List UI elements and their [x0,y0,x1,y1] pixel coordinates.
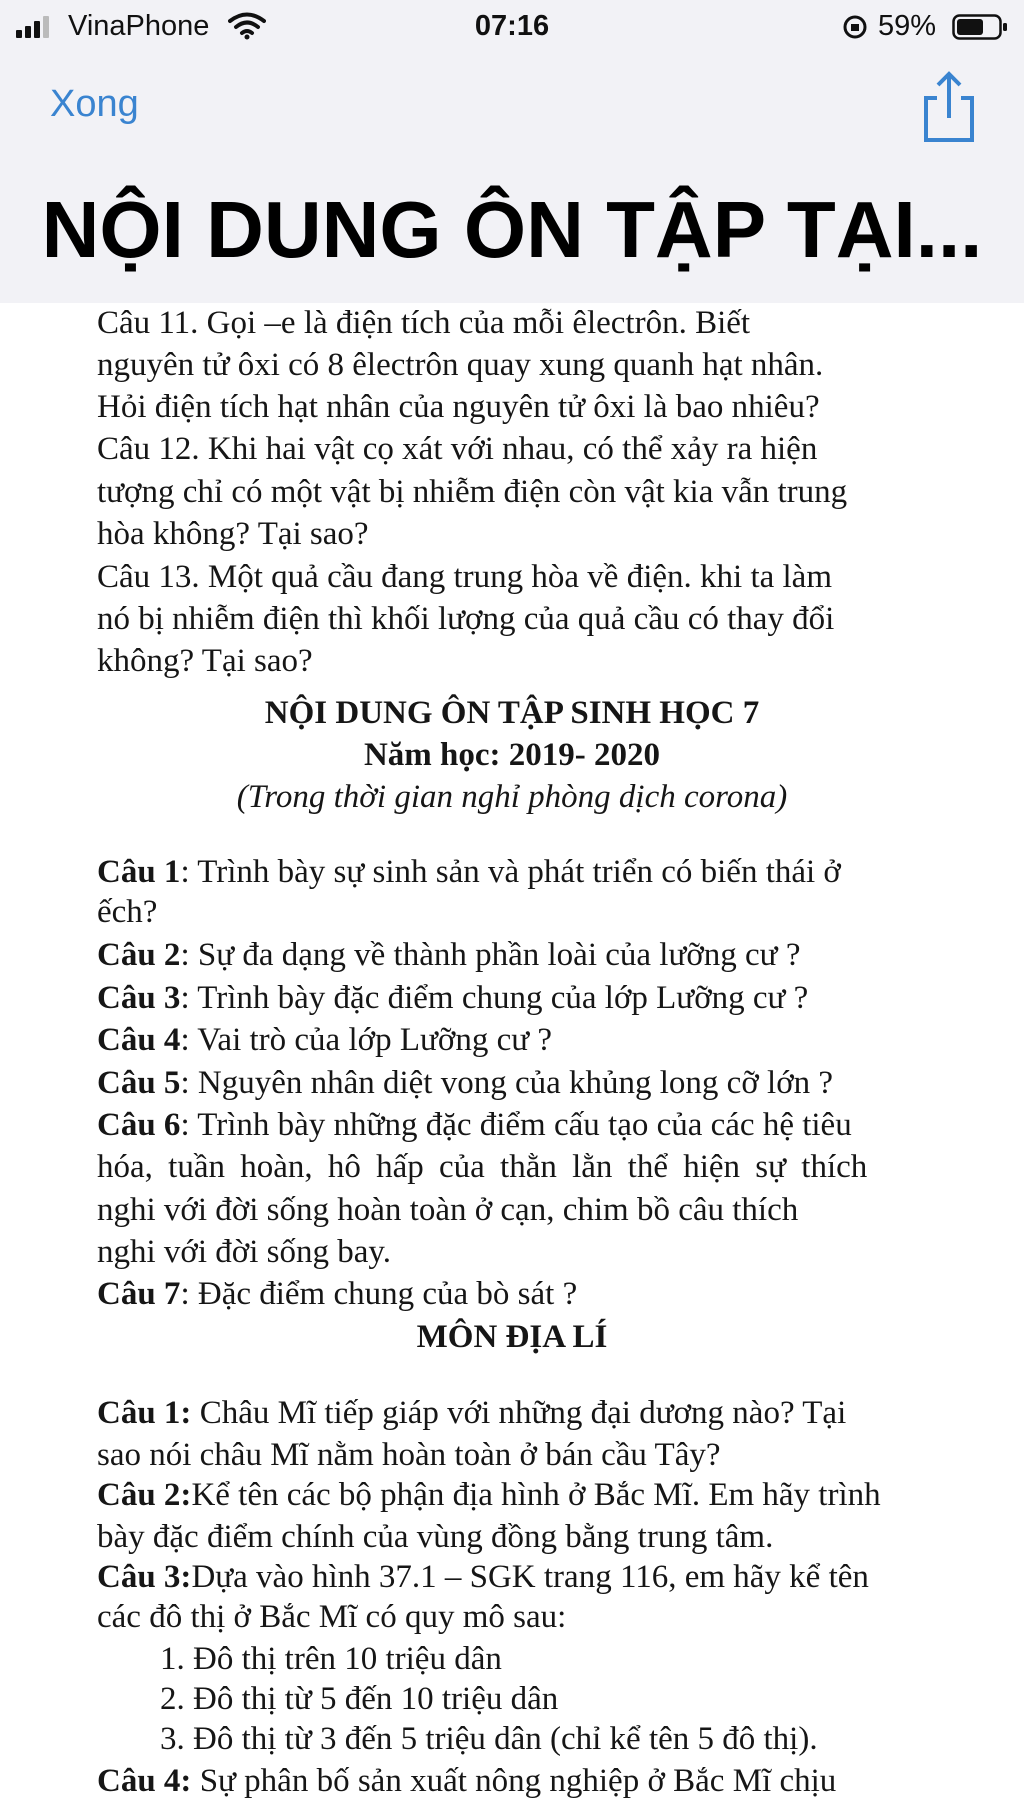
question-label: Câu 3: [97,1559,192,1595]
question-line [97,1063,833,1103]
top-bar [0,0,1024,303]
question-line [97,1475,881,1515]
question-text: Sự phân bố sản xuất nông nghiệp ở Bắc Mĩ chịu [191,1763,837,1799]
question-line [97,978,808,1018]
list-item: 2. Đô thị từ 5 đến 10 triệu dân [160,1681,559,1717]
question-label: Câu 5 [97,1065,181,1101]
question-line [97,1557,869,1597]
document-content [0,303,1024,1820]
question-line [97,852,841,892]
question-line [97,1393,846,1433]
question-line [97,935,800,975]
question-line [97,1105,852,1145]
question-text: Châu Mĩ tiếp giáp với những đại dương nào? Tại [191,1395,847,1431]
question-text: : Nguyên nhân diệt vong của khủng long cỡ lớn ? [180,1065,834,1101]
section-heading-biology: NỘI DUNG ÔN TẬP SINH HỌC 7 [264,695,760,731]
text-line: Câu 11. Gọi –e là điện tích của mỗi êlectrôn. Biết [97,305,751,341]
section-heading-geography: MÔN ĐỊA LÍ [416,1319,608,1355]
text-line: nguyên tử ôxi có 8 êlectrôn quay xung quanh hạt nhân. [97,347,824,383]
battery-icon [952,14,1008,40]
question-line [97,1761,836,1801]
status-time: 07:16 [474,10,550,42]
text-line: nó bị nhiễm điện thì khối lượng của quả cầu có thay đổi [97,601,835,637]
question-text: Kể tên các bộ phận địa hình ở Bắc Mĩ. Em hãy trình [191,1477,881,1513]
question-line: ếch? [97,894,158,930]
question-line: nghi với đời sống bay. [97,1234,392,1270]
share-icon[interactable] [920,68,978,144]
text-line: Hỏi điện tích hạt nhân của nguyên tử ôxi là bao nhiêu? [97,389,820,425]
question-line: nghi với đời sống hoàn toàn ở cạn, chim bồ câu thích [97,1192,799,1228]
question-label: Câu 2: [97,1477,192,1513]
question-text: : Sự đa dạng về thành phần loài của lưỡng cư ? [180,937,801,973]
question-line: hóa, tuần hoàn, hô hấp của thằn lằn thể hiện sự thích [97,1149,868,1185]
done-button[interactable]: Xong [50,83,139,125]
question-line: bày đặc điểm chính của vùng đồng bằng trung tâm. [97,1519,774,1555]
list-item: 3. Đô thị từ 3 đến 5 triệu dân (chỉ kể tên 5 đô thị). [160,1721,818,1757]
question-text: : Trình bày sự sinh sản và phát triển có biến thái ở [180,854,841,890]
text-line: Câu 12. Khi hai vật cọ xát với nhau, có thể xảy ra hiện [97,431,818,467]
text-line: không? Tại sao? [97,643,313,679]
question-label: Câu 6 [97,1107,181,1143]
question-label: Câu 4 [97,1022,181,1058]
list-item: 1. Đô thị trên 10 triệu dân [160,1641,502,1677]
question-text: : Đặc điểm chung của bò sát ? [180,1276,578,1312]
question-text: : Trình bày những đặc điểm cấu tạo của các hệ tiêu [180,1107,852,1143]
question-text: Dựa vào hình 37.1 – SGK trang 116, em hãy kể tên [191,1559,869,1595]
question-line [97,1274,577,1314]
question-label: Câu 4: [97,1763,192,1799]
question-text: : Trình bày đặc điểm chung của lớp Lưỡng cư ? [180,980,809,1016]
text-line: Câu 13. Một quả cầu đang trung hòa về điện. khi ta làm [97,559,832,595]
text-line: hòa không? Tại sao? [97,516,369,552]
question-label: Câu 3 [97,980,181,1016]
document-title: NỘI DUNG ÔN TẬP TẠI... [41,185,983,274]
question-line: sao nói châu Mĩ nằm hoàn toàn ở bán cầu Tây? [97,1437,721,1473]
battery-percentage: 59% [878,10,937,42]
text-line: tượng chỉ có một vật bị nhiễm điện còn vật kia vẫn trung [97,474,848,510]
section-note: (Trong thời gian nghỉ phòng dịch corona) [236,779,788,815]
carrier-name: VinaPhone [68,10,210,42]
question-line [97,1020,552,1060]
question-label: Câu 7 [97,1276,181,1312]
school-year: Năm học: 2019- 2020 [363,737,661,773]
question-line: các đô thị ở Bắc Mĩ có quy mô sau: [97,1599,567,1635]
orientation-lock-icon [842,14,868,40]
question-text: : Vai trò của lớp Lưỡng cư ? [180,1022,552,1058]
question-label: Câu 1 [97,854,181,890]
status-bar [0,0,1024,52]
question-label: Câu 1: [97,1395,192,1431]
question-label: Câu 2 [97,937,181,973]
